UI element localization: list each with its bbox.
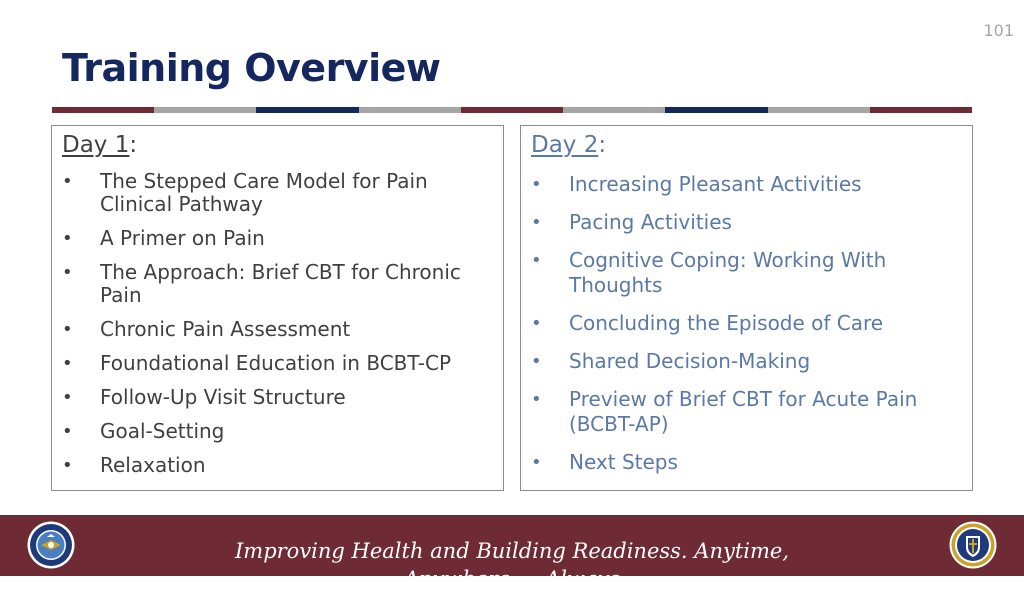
day1-list [62,170,487,488]
day1-item-label: Chronic Pain Assessment [100,317,351,341]
day1-list-item [62,170,487,216]
day1-item-label: A Primer on Pain [100,226,265,250]
day2-item-label: Preview of Brief CBT for Acute Pain (BCBT-AP) [569,387,918,436]
day2-heading-colon: : [598,132,607,158]
bullet-icon: • [62,387,73,408]
day2-item-label: Next Steps [569,450,678,474]
stripe-segment [563,107,665,113]
day1-item-label: Follow-Up Visit Structure [100,385,346,409]
bullet-icon: • [62,262,73,283]
stripe-segment [256,107,358,113]
stripe-segment [870,107,972,113]
stripe-segment [359,107,461,113]
bullet-icon: • [531,212,542,233]
bullet-icon: • [531,351,542,372]
title-divider-stripe [52,107,972,113]
footer-tagline: Improving Health and Building Readiness. Anytime, Anywhere — Always [234,539,790,591]
day2-panel [520,125,973,491]
bullet-icon: • [62,171,73,192]
bullet-icon: • [62,455,73,476]
day2-list-item [531,349,956,374]
day1-item-label: The Approach: Brief CBT for Chronic Pain [100,260,461,307]
day2-heading [531,132,606,158]
day1-heading-colon: : [129,132,138,158]
dha-seal-icon [949,521,997,569]
stripe-segment [52,107,154,113]
stripe-segment [768,107,870,113]
bullet-icon: • [62,228,73,249]
bullet-icon: • [62,421,73,442]
day1-list-item [62,386,487,409]
bullet-icon: • [531,250,542,271]
stripe-segment [154,107,256,113]
bullet-icon: • [531,452,542,473]
day2-item-label: Concluding the Episode of Care [569,311,884,335]
day2-heading-label: Day 2 [531,132,599,158]
day1-list-item [62,454,487,477]
day1-list-item [62,227,487,250]
day1-heading [62,132,137,158]
day2-item-label: Shared Decision-Making [569,349,811,373]
day2-list-item [531,210,956,235]
day1-item-label: The Stepped Care Model for Pain Clinical Pathway [100,169,428,216]
day2-list-item [531,172,956,197]
day1-list-item [62,352,487,375]
bullet-icon: • [531,174,542,195]
day2-list-item [531,311,956,336]
bullet-icon: • [531,313,542,334]
day2-list-item [531,248,956,298]
day1-list-item [62,261,487,307]
day2-list [531,172,956,488]
day2-item-label: Increasing Pleasant Activities [569,172,862,196]
day1-panel [51,125,504,491]
day2-item-label: Pacing Activities [569,210,732,234]
dod-seal-icon [27,521,75,569]
day2-list-item [531,450,956,475]
slide-number: 101 [983,21,1014,40]
day1-list-item [62,318,487,341]
page-title: Training Overview [62,46,441,90]
stripe-segment [665,107,767,113]
bullet-icon: • [531,389,542,410]
day1-item-label: Relaxation [100,453,206,477]
bullet-icon: • [62,319,73,340]
day2-item-label: Cognitive Coping: Working With Thoughts [569,248,887,297]
day1-item-label: Goal-Setting [100,419,225,443]
footer-bar [0,515,1024,591]
bullet-icon: • [62,353,73,374]
stripe-segment [461,107,563,113]
day1-list-item [62,420,487,443]
day2-list-item [531,387,956,437]
day1-heading-label: Day 1 [62,132,130,158]
day1-item-label: Foundational Education in BCBT-CP [100,351,452,375]
